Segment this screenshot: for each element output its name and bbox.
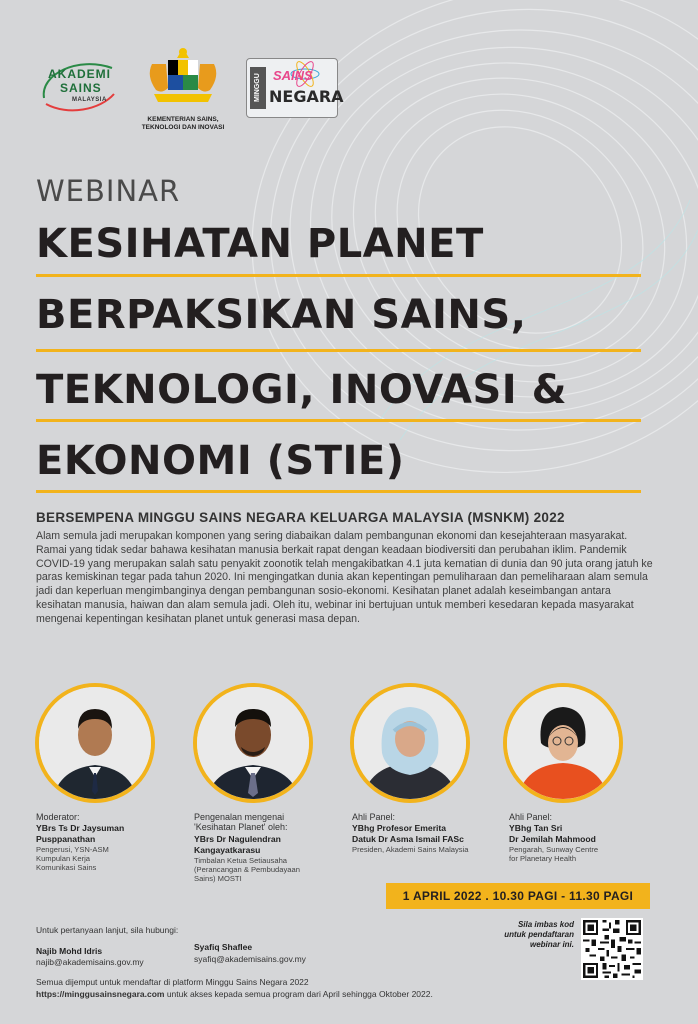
speaker-4-name: YBhg Tan Sri Dr Jemilah Mahmood <box>509 823 596 844</box>
ministry-logo <box>128 44 238 136</box>
speaker-3-name: YBhg Profesor Emerita Datuk Dr Asma Ismail FASc <box>352 823 464 844</box>
registration-qr-code-icon[interactable] <box>581 918 643 980</box>
speaker-4-photo <box>503 683 623 803</box>
msn-negara-text: NEGARA <box>269 87 344 106</box>
footer-line-2 <box>36 989 433 999</box>
title-line-3: TEKNOLOGI, INOVASI & <box>36 367 567 413</box>
speaker-3-position: Presiden, Akademi Sains Malaysia <box>352 845 469 854</box>
title-line-1: KESIHATAN PLANET <box>36 221 484 267</box>
speaker-1-name: YBrs Ts Dr Jaysuman Pusppanathan <box>36 823 125 844</box>
minggu-sains-negara-logo <box>246 58 344 118</box>
event-date-banner: 1 APRIL 2022 . 10.30 PAGI - 11.30 PAGI <box>386 883 650 909</box>
description-paragraph: Alam semula jadi merupakan komponen yang sering diabaikan dalam pembangunan ekonomi dan kesejahteraan masyarakat. Ramai yang tidak sedar bahawa kesihatan manusia berkait rapat dengan keadaan biodiversiti dan perubahan iklim. Pandemik COVID-19 yang merupakan salah satu penyakit zoonotik telah mengakibatkan 4.1 juta kematian di dunia dan 90 juta orang jatuh ke paras kemiskinan tegar pada tahun 2020. Ini mengingatkan dunia akan kepentingan pemuliharaan dan pemeliharaan alam semula jadi dan keperluan mengimbanginya dengan pembangunan sosio-ekonomi. Kesihatan planet adalah keseimbangan antara kesihatan manusia, haiwan dan alam semula jadi. Oleh itu, webinar ini bertujuan untuk memberi kesedaran kepada masyarakat mengenai kepentingan kesihatan planet untuk generasi masa depan. <box>36 530 653 625</box>
scan-instruction: Sila imbas kod untuk pendaftaran webinar ini. <box>504 920 574 949</box>
footer-line-1: Semua dijemput untuk mendaftar di platform Minggu Sains Negara 2022 <box>36 977 309 987</box>
speaker-3-role: Ahli Panel: <box>352 812 396 822</box>
title-rule-1 <box>36 274 641 277</box>
msn-minggu-text: MINGGU <box>250 67 266 109</box>
speaker-1-position: Pengerusi, YSN-ASM Kumpulan Kerja Komunikasi Sains <box>36 845 109 872</box>
website-link[interactable]: https://minggusainsnegara.com <box>36 989 165 999</box>
asm-logo-text-3: MALAYSIA <box>72 97 107 103</box>
speaker-4-position: Pengarah, Sunway Centre for Planetary Health <box>509 845 599 863</box>
title-rule-3 <box>36 419 641 422</box>
contact-1-email[interactable]: najib@akademisains.gov.my <box>36 957 144 967</box>
contact-intro: Untuk pertanyaan lanjut, sila hubungi: <box>36 925 179 935</box>
title-line-4: EKONOMI (STIE) <box>36 438 405 484</box>
person-headscarf-icon <box>507 687 619 799</box>
footer-line-2-text: untuk akses kepada semua program dari April sehingga Oktober 2022. <box>164 989 433 999</box>
speaker-1-role: Moderator: <box>36 812 80 822</box>
akademi-sains-logo <box>38 54 120 116</box>
asm-logo-text-2: SAINS <box>60 81 102 95</box>
asm-logo-text-1: AKADEMI <box>48 67 111 81</box>
title-rule-2 <box>36 349 641 352</box>
coat-of-arms-icon <box>138 44 228 114</box>
title-rule-4 <box>36 490 641 493</box>
msn-sains-text: SAINS <box>273 68 313 83</box>
speaker-1-photo <box>35 683 155 803</box>
speaker-2-photo <box>193 683 313 803</box>
person-hijab-icon <box>354 687 466 799</box>
speaker-2-name: YBrs Dr Nagulendran Kangayatkarasu <box>194 834 281 855</box>
event-subheading: BERSEMPENA MINGGU SAINS NEGARA KELUARGA MALAYSIA (MSNKM) 2022 <box>36 510 565 525</box>
speaker-2-position: Timbalan Ketua Setiausaha (Perancangan & Pembudayaan Sains) MOSTI <box>194 856 300 883</box>
title-line-2: BERPAKSIKAN SAINS, <box>36 292 527 338</box>
person-silhouette-icon <box>39 687 151 799</box>
contact-2-name: Syafiq Shaflee <box>194 942 253 952</box>
speaker-3-photo <box>350 683 470 803</box>
ministry-name-line2: TEKNOLOGI DAN INOVASI <box>141 124 225 131</box>
contact-2-email[interactable]: syafiq@akademisains.gov.my <box>194 954 306 964</box>
person-silhouette-icon <box>197 687 309 799</box>
contact-1-name: Najib Mohd Idris <box>36 946 103 956</box>
speaker-2-role: Pengenalan mengenai 'Kesihatan Planet' oleh: <box>194 812 288 832</box>
speaker-4-role: Ahli Panel: <box>509 812 553 822</box>
webinar-kicker: WEBINAR <box>36 174 181 208</box>
ministry-name-line1: KEMENTERIAN SAINS, <box>147 116 219 123</box>
